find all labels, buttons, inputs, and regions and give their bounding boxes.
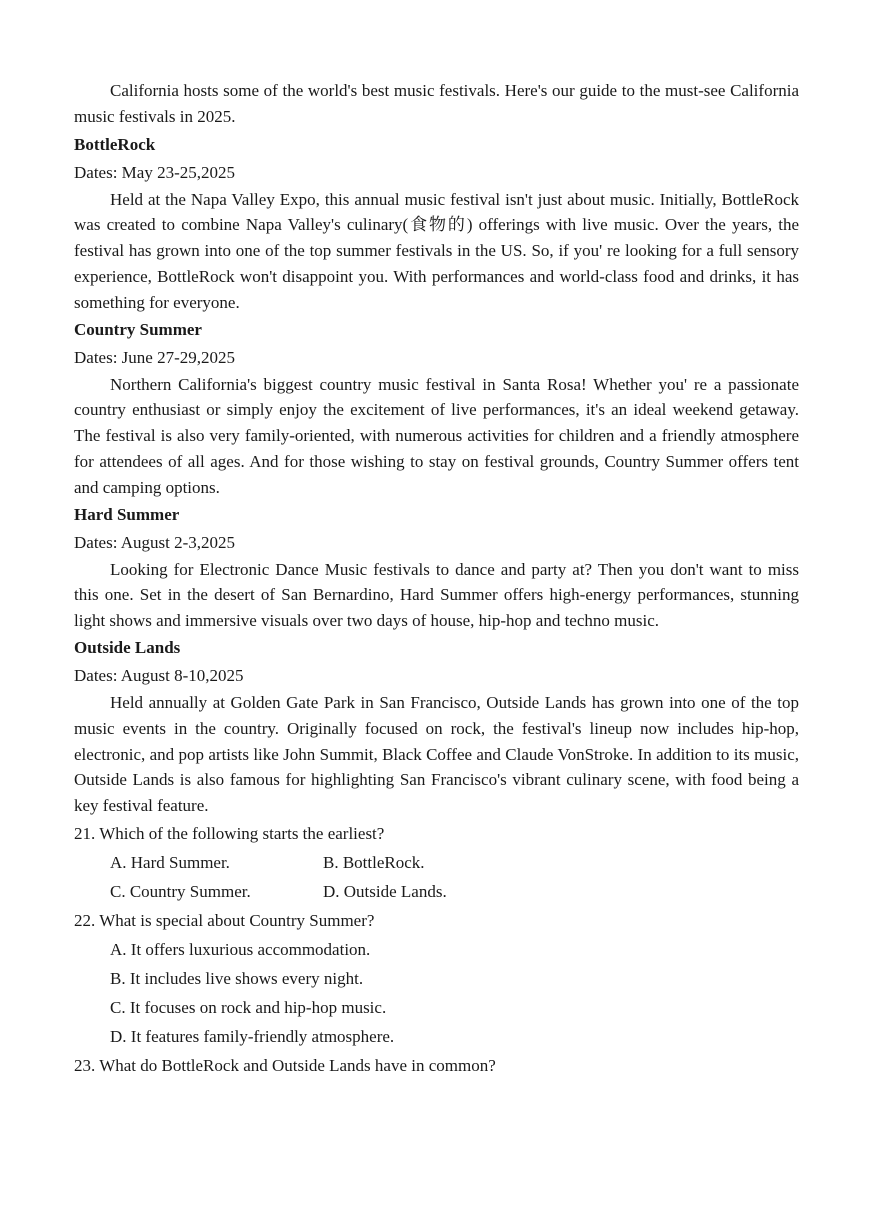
- festival-hard-summer: [74, 501, 799, 634]
- festival-dates: Dates: August 2-3,2025: [74, 532, 236, 552]
- question-stem: 22. What is special about Country Summer?: [74, 910, 375, 930]
- options-row: [74, 848, 799, 877]
- festival-outside-lands: [74, 634, 799, 819]
- option-d: D. It features family-friendly atmosphere.: [110, 1026, 395, 1046]
- question-21: [74, 819, 799, 906]
- festival-title: Outside Lands: [74, 637, 181, 657]
- festival-title: Hard Summer: [74, 504, 180, 524]
- intro-paragraph: California hosts some of the world's best music festivals. Here's our guide to the must-see California music festivals in 2025.: [74, 81, 799, 126]
- festival-description: Northern California's biggest country music festival in Santa Rosa! Whether you' re a passionate country enthusiast or simply enjoy the excitement of live performances, it's an ideal weekend getaway. The festival is also very family-oriented, with numerous activities for children and a friendly atmosphere for attendees of all ages. And for those wishing to stay on festival grounds, Country Summer offers tent and camping options.: [74, 374, 799, 497]
- festival-dates: Dates: August 8-10,2025: [74, 665, 244, 685]
- option-b: B. It includes live shows every night.: [110, 968, 364, 988]
- option-d: D. Outside Lands.: [323, 881, 447, 901]
- festival-dates: Dates: May 23-25,2025: [74, 162, 236, 182]
- question-22: [74, 906, 799, 1051]
- question-stem: 21. Which of the following starts the earliest?: [74, 823, 385, 843]
- option-a: A. Hard Summer.: [110, 852, 230, 872]
- festival-bottlerock: [74, 131, 799, 316]
- festival-country-summer: [74, 316, 799, 501]
- festival-description: Looking for Electronic Dance Music festivals to dance and party at? Then you don't want to miss this one. Set in the desert of San Bernardino, Hard Summer offers high-energy performances, stunning light shows and immersive visuals over two days of house, hip-hop and techno music.: [74, 559, 799, 631]
- festival-dates: Dates: June 27-29,2025: [74, 347, 236, 367]
- option-c: C. Country Summer.: [110, 881, 251, 901]
- festival-description: Held annually at Golden Gate Park in San Francisco, Outside Lands has grown into one of the top music events in the country. Originally focused on rock, the festival's lineup now includes hip-hop, electronic, and pop artists like John Summit, Black Coffee and Claude VonStroke. In addition to its music, Outside Lands is also famous for highlighting San Francisco's vibrant culinary scene, with food being a key festival feature.: [74, 692, 799, 816]
- festival-title: Country Summer: [74, 319, 202, 339]
- option-b: B. BottleRock.: [323, 852, 425, 872]
- question-stem: 23. What do BottleRock and Outside Lands have in common?: [74, 1055, 496, 1075]
- option-c: C. It focuses on rock and hip-hop music.: [110, 997, 387, 1017]
- options-row: [74, 877, 799, 906]
- festival-description: Held at the Napa Valley Expo, this annual music festival isn't just about music. Initially, BottleRock was created to combine Napa Valley's culinary(食物的) offerings with live music. Over the years, the festival has grown into one of the top summer festivals in the US. So, if you' re looking for a full sensory experience, BottleRock won't disappoint you. With performances and world-class food and drinks, it has something for everyone.: [74, 189, 799, 312]
- question-23: [74, 1051, 799, 1080]
- option-a: A. It offers luxurious accommodation.: [110, 939, 371, 959]
- festival-title: BottleRock: [74, 134, 156, 154]
